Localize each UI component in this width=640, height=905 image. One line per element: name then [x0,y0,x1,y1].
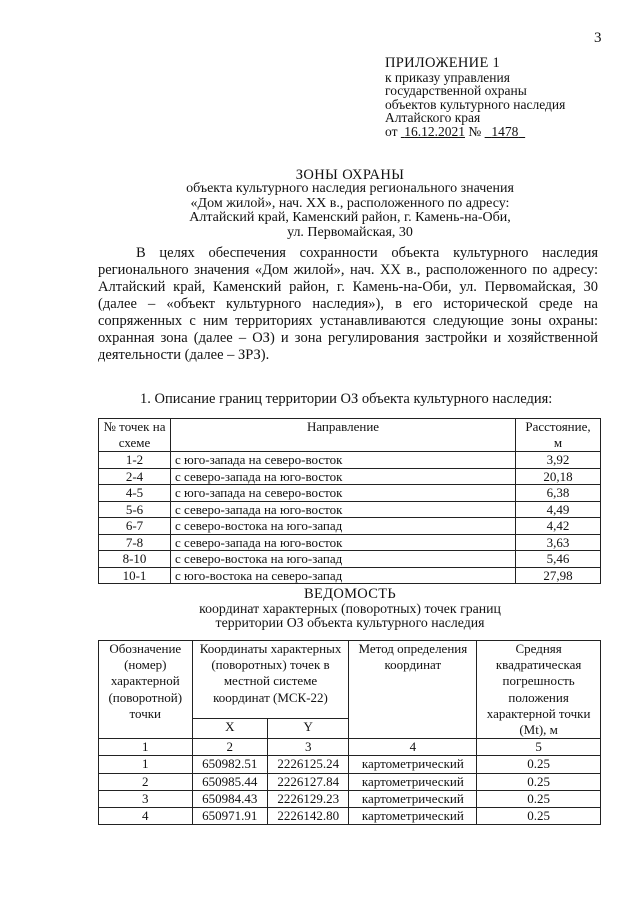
table-row [99,567,601,584]
cell-n: 3 [99,790,193,807]
cell-n: 1 [99,756,193,773]
cell-distance: 5,46 [516,551,601,568]
cell-direction: с северо-запада на юго-восток [171,468,516,485]
title-line: объекта культурного наследия регионального значения [186,181,514,197]
cell-distance: 27,98 [516,567,601,584]
cell-distance: 4,49 [516,501,601,518]
cell-y: 2226142.80 [267,808,348,825]
vedomost-heading [100,588,600,629]
cell-x: 650984.43 [192,790,267,807]
index-cell: 5 [477,739,601,756]
cell-y: 2226125.24 [267,756,348,773]
title-heading: ЗОНЫ ОХРАНЫ [295,167,405,183]
cell-direction: с юго-запада на северо-восток [171,452,516,469]
index-row [99,739,601,756]
intro-paragraph [98,245,598,364]
cell-n: 2 [99,773,193,790]
appendix-header [385,57,565,139]
appendix-line: Алтайского края [385,110,481,126]
cell-direction: с северо-запада на юго-восток [171,501,516,518]
cell-n: 4 [99,808,193,825]
cell-distance: 6,38 [516,485,601,502]
date-prefix: от [385,123,398,139]
cell-direction: с юго-запада на северо-восток [171,485,516,502]
cell-direction: с северо-запада на юго-восток [171,534,516,551]
cell-method: картометрический [349,808,477,825]
col-designation: Обозначение (номер) характерной (поворотной) точки [99,641,193,739]
cell-points: 4-5 [99,485,171,502]
table-row [99,773,601,790]
table-row [99,468,601,485]
cell-x: 650985.44 [192,773,267,790]
order-date: 16.12.2021 [404,123,465,139]
cell-points: 7-8 [99,534,171,551]
number-prefix: № [468,123,482,139]
section-1-heading: 1. Описание границ территории ОЗ объекта культурного наследия: [140,391,553,407]
table-row [99,452,601,469]
index-cell: 3 [267,739,348,756]
vedomost-line: координат характерных (поворотных) точек границ [199,600,501,616]
table-header-row [99,419,601,452]
appendix-date-line [385,125,565,139]
cell-mt: 0.25 [477,773,601,790]
col-method: Метод определения координат [349,641,477,739]
cell-y: 2226129.23 [267,790,348,807]
paragraph-text: В целях обеспечения сохранности объекта культурного наследия регионального значения «Дом жилой», нач. XX в., расположенного по адресу: Алтайский край, Каменский район, г. Камень-на-Оби, ул. Первомайская, 30 (далее – «объект культурного наследия»), в его исторической среде на сопряженных с ним территориях устанавливаются следующие зоны охраны: охранная зона (далее – ОЗ) и зона регулирования застройки и хозяйственной деятельности (далее – ЗРЗ). [98,245,598,363]
cell-method: картометрический [349,773,477,790]
table-row [99,790,601,807]
col-direction: Направление [171,419,516,452]
cell-method: картометрический [349,756,477,773]
table-row [99,534,601,551]
cell-distance: 4,42 [516,518,601,535]
title-line: Алтайский край, Каменский район, г. Камень-на-Оби, [189,210,511,226]
boundary-table [98,418,601,584]
cell-y: 2226127.84 [267,773,348,790]
vedomost-title: ВЕДОМОСТЬ [304,586,396,602]
coordinates-table [98,640,601,825]
document-title [100,168,600,240]
cell-method: картометрический [349,790,477,807]
table-row [99,518,601,535]
col-x: X [192,718,267,738]
cell-points: 5-6 [99,501,171,518]
col-error: Средняя квадратическая погрешность положения характерной точки (Mt), м [477,641,601,739]
cell-points: 6-7 [99,518,171,535]
table-row [99,551,601,568]
cell-distance: 20,18 [516,468,601,485]
vedomost-line: территории ОЗ объекта культурного наследия [215,614,485,630]
table-row [99,808,601,825]
cell-direction: с северо-востока на юго-запад [171,551,516,568]
cell-distance: 3,92 [516,452,601,469]
table-row [99,756,601,773]
cell-points: 10-1 [99,567,171,584]
title-line: ул. Первомайская, 30 [287,224,413,240]
cell-distance: 3,63 [516,534,601,551]
page-number: 3 [594,30,602,46]
cell-direction: с северо-востока на юго-запад [171,518,516,535]
index-cell: 2 [192,739,267,756]
col-points: № точек на схеме [99,419,171,452]
table-header-row [99,641,601,719]
cell-x: 650982.51 [192,756,267,773]
cell-mt: 0.25 [477,790,601,807]
col-y: Y [267,718,348,738]
cell-points: 1-2 [99,452,171,469]
table-row [99,485,601,502]
cell-mt: 0.25 [477,756,601,773]
col-coordinates: Координаты характерных (поворотных) точек в местной системе координат (МСК-22) [192,641,349,719]
appendix-line: к приказу управления [385,69,510,85]
index-cell: 1 [99,739,193,756]
cell-mt: 0.25 [477,808,601,825]
col-distance: Расстояние, м [516,419,601,452]
appendix-line: объектов культурного наследия [385,96,566,112]
appendix-title: ПРИЛОЖЕНИЕ 1 [385,55,501,71]
index-cell: 4 [349,739,477,756]
cell-points: 8-10 [99,551,171,568]
title-line: «Дом жилой», нач. XX в., расположенного по адресу: [190,195,510,211]
cell-points: 2-4 [99,468,171,485]
appendix-line: государственной охраны [385,83,527,99]
cell-x: 650971.91 [192,808,267,825]
order-number: 1478 [491,123,519,139]
cell-direction: с юго-востока на северо-запад [171,567,516,584]
table-row [99,501,601,518]
